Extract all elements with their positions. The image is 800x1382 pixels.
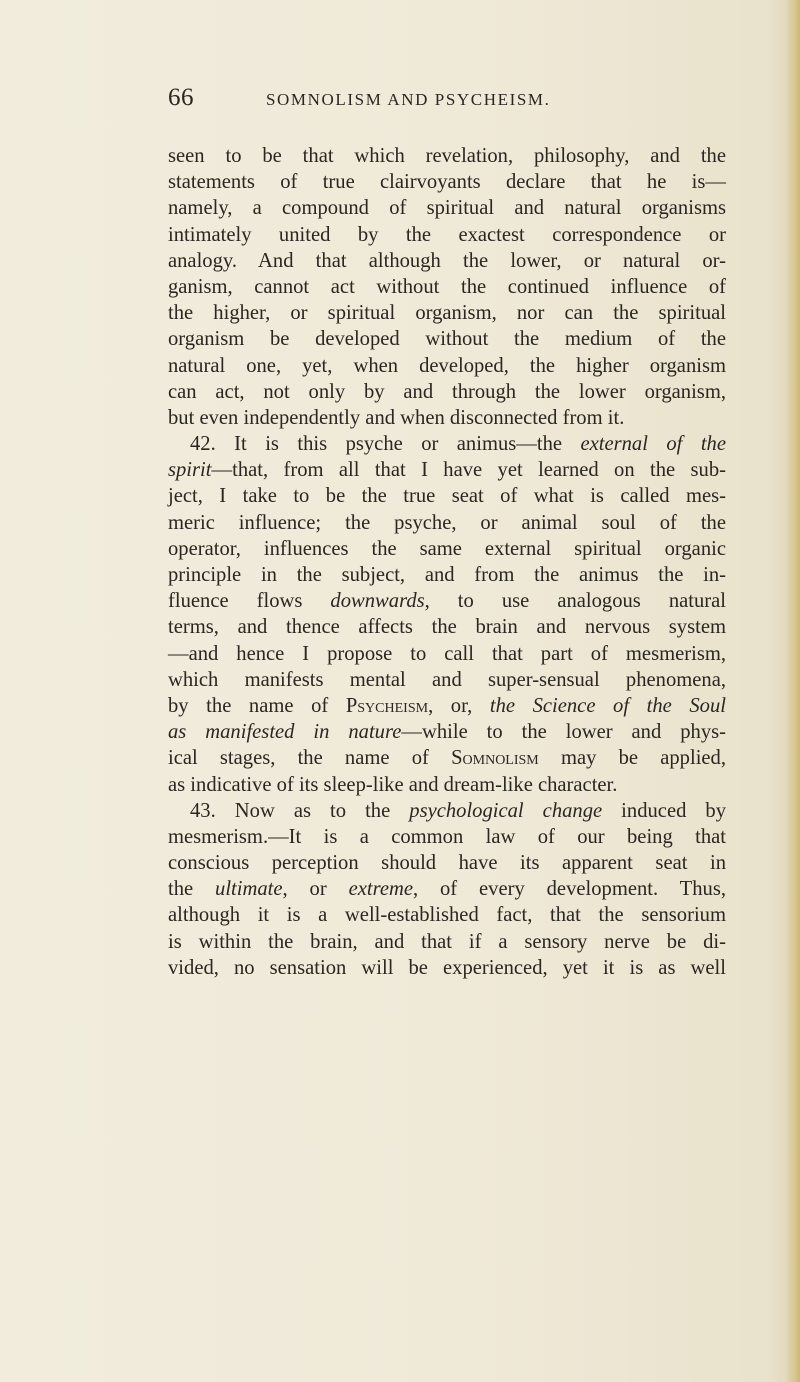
text-line: natural one, yet, when developed, the higher organism — [168, 354, 726, 377]
text-line: seen to be that which revelation, philosophy, and the — [168, 145, 726, 167]
italic-run: downwards — [330, 590, 425, 613]
body-text — [168, 143, 726, 981]
paragraph-42-line: operator, influences the same external spiritual organic — [168, 537, 726, 560]
text-run: —that, from all that I have yet learned on the sub- — [211, 459, 726, 482]
paragraph-43-line: although it is a well-established fact, that the sensorium — [168, 904, 726, 927]
paragraph-43-line — [168, 798, 726, 824]
italic-run: spirit — [168, 459, 212, 482]
paragraph-42-line: which manifests mental and super-sensual phenomena, — [168, 668, 726, 691]
paragraph-42-line: ject, I take to be the true seat of what is called mes- — [168, 485, 726, 508]
italic-run: as manifested in nature — [168, 721, 402, 744]
text-line: intimately united by the exactest correspondence or — [168, 223, 726, 246]
text-line: analogy. And that although the lower, or natural or- — [168, 249, 726, 272]
italic-run: ultimate — [215, 878, 283, 901]
text-run: induced by — [602, 799, 726, 822]
text-line: organism be developed without the medium of the — [168, 328, 726, 351]
paragraph-43-line: is within the brain, and that if a sensory nerve be di- — [168, 930, 726, 953]
text-run: may be applied, — [538, 747, 726, 770]
text-run: , to use analogous natural — [424, 590, 727, 613]
paragraph-42-line — [168, 588, 726, 614]
text-line: statements of true clairvoyants declare that he is— — [168, 171, 726, 194]
text-run: the — [168, 878, 216, 901]
text-run: , of every development. Thus, — [412, 878, 726, 901]
text-run: fluence flows — [168, 590, 331, 613]
small-caps-term: Somnolism — [451, 747, 539, 770]
italic-run: extreme — [348, 878, 413, 901]
text-run: by the name of — [168, 694, 346, 717]
text-run: , or, — [428, 694, 490, 717]
text-run: ical stages, the name of — [168, 747, 452, 770]
text-run: 42. It is this psyche or animus—the — [190, 433, 581, 456]
page-number: 66 — [168, 84, 194, 111]
text-line: but even independently and when disconnected from it. — [168, 406, 625, 429]
text-run: 43. Now as to the — [190, 799, 410, 822]
paragraph-42-line — [168, 431, 726, 457]
paragraph-42-line: principle in the subject, and from the animus the in- — [168, 564, 726, 586]
running-title: SOMNOLISM AND PSYCHEISM. — [266, 90, 551, 109]
paragraph-42-line — [168, 745, 726, 771]
paragraph-42-line — [168, 719, 726, 745]
small-caps-term: Psycheism — [345, 694, 429, 717]
paragraph-42-line: meric influence; the psyche, or animal soul of the — [168, 511, 726, 534]
paragraph-42-line: as indicative of its sleep-like and dream-like character. — [168, 773, 618, 796]
page-header — [168, 84, 768, 120]
paragraph-43-line: vided, no sensation will be experienced, yet it is as well — [168, 956, 726, 979]
paragraph-43-line: conscious perception should have its apparent seat in — [168, 852, 726, 875]
paragraph-42-line — [168, 457, 726, 483]
page-edge — [786, 0, 800, 1382]
text-line: can act, not only by and through the lower organism, — [168, 380, 726, 403]
italic-run: external of the — [580, 433, 726, 456]
paragraph-42-line: terms, and thence affects the brain and nervous system — [168, 616, 726, 639]
paragraph-42-line: —and hence I propose to call that part of mesmerism, — [168, 642, 726, 665]
italic-run: psychological change — [409, 799, 603, 822]
italic-run: the Science of the Soul — [489, 694, 726, 717]
text-line: the higher, or spiritual organism, nor can the spiritual — [168, 302, 726, 325]
paragraph-43-line — [168, 876, 726, 902]
text-line: namely, a compound of spiritual and natural organisms — [168, 197, 726, 220]
paragraph-43-line: mesmerism.—It is a common law of our being that — [168, 825, 726, 848]
text-run: , or — [282, 878, 349, 901]
text-run: —while to the lower and phys- — [401, 721, 726, 744]
text-line: ganism, cannot act without the continued influence of — [168, 275, 726, 298]
paragraph-42-line — [168, 693, 726, 719]
